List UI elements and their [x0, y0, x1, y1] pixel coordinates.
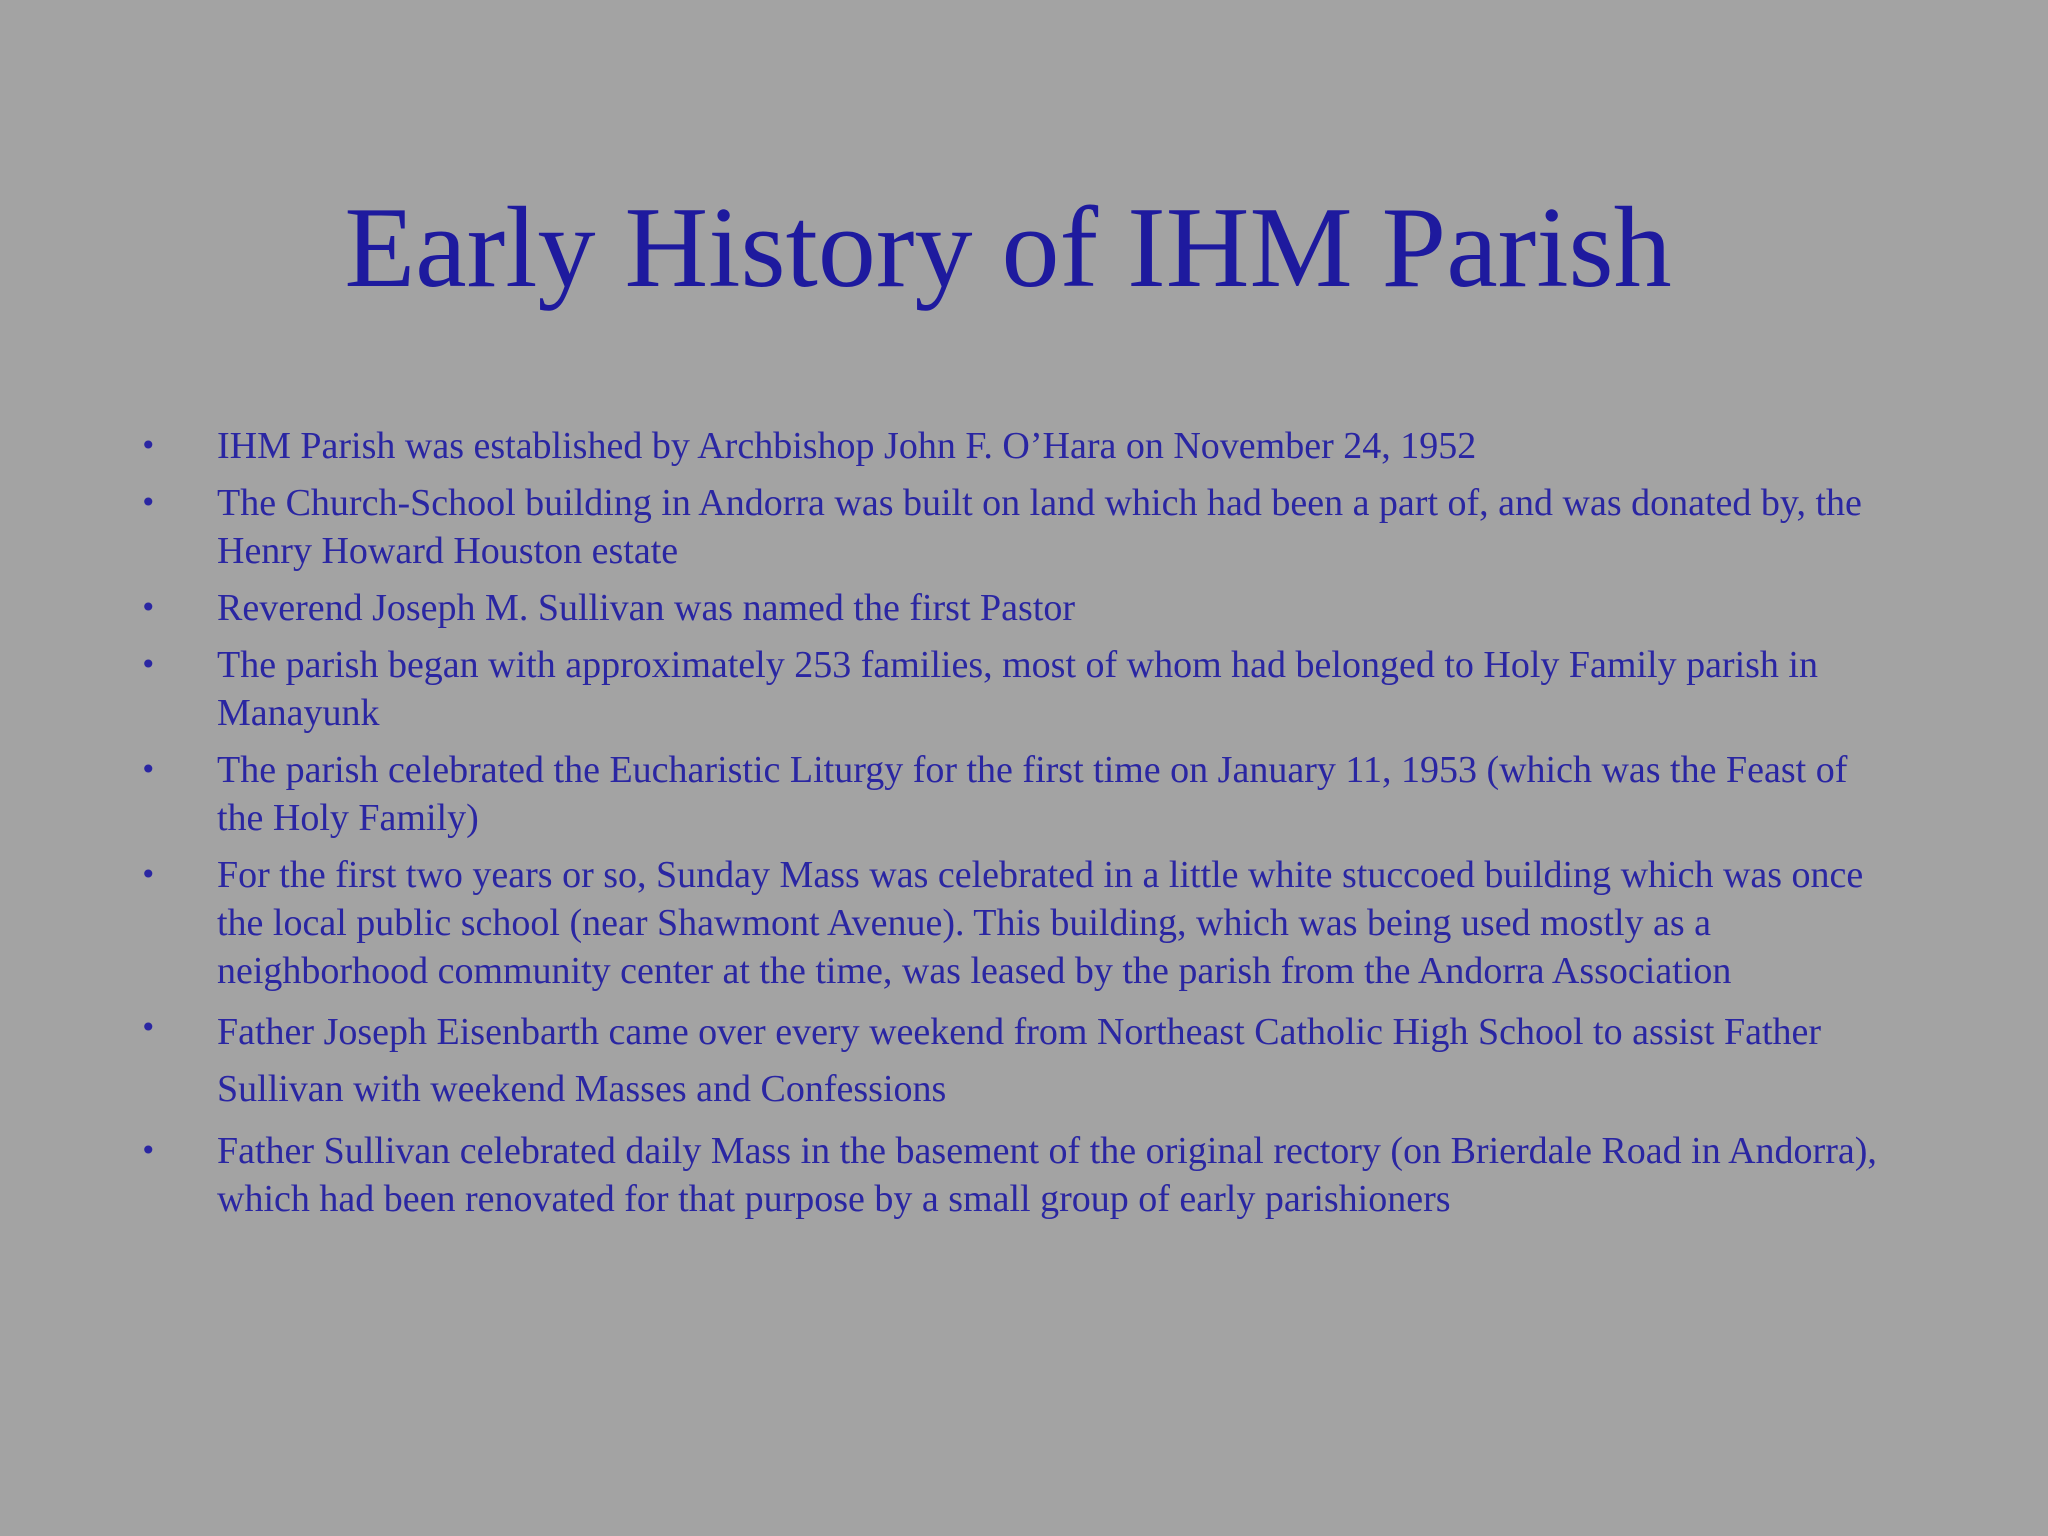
bullet-item-eisenbarth: [140, 1004, 1880, 1118]
bullet-text: The parish began with approximately 253 families, most of whom had belonged to Holy Family parish in Manayunk: [217, 644, 1818, 734]
bullet-item-first-pastor: [140, 584, 1880, 632]
bullet-icon: •: [140, 648, 157, 681]
bullet-icon: •: [140, 858, 157, 891]
bullet-icon: •: [140, 1011, 157, 1044]
bullet-list: [140, 422, 1880, 1232]
bullet-item-church-school: [140, 479, 1880, 575]
bullet-item-sunday-mass: [140, 851, 1880, 995]
bullet-item-families: [140, 641, 1880, 737]
bullet-icon: •: [140, 591, 157, 624]
bullet-text: IHM Parish was established by Archbishop John F. O’Hara on November 24, 1952: [217, 425, 1477, 467]
bullet-icon: •: [140, 429, 157, 462]
bullet-icon: •: [140, 753, 157, 786]
bullet-icon: •: [140, 1134, 157, 1167]
bullet-icon: •: [140, 486, 157, 519]
bullet-text: Father Joseph Eisenbarth came over every weekend from Northeast Catholic High School to assist Father Sullivan with weekend Masses and Confessions: [217, 1011, 1822, 1110]
bullet-item-established: [140, 422, 1880, 470]
bullet-item-daily-mass: [140, 1127, 1880, 1223]
slide-title: Early History of IHM Parish: [344, 184, 1672, 312]
bullet-text: Reverend Joseph M. Sullivan was named the first Pastor: [217, 587, 1076, 629]
bullet-text: The parish celebrated the Eucharistic Liturgy for the first time on January 11, 1953 (which was the Feast of the Holy Family): [217, 749, 1848, 839]
bullet-text: Father Sullivan celebrated daily Mass in the basement of the original rectory (on Brierdale Road in Andorra), which had been renovated for that purpose by a small group of early parishioners: [217, 1130, 1877, 1220]
bullet-text: For the first two years or so, Sunday Mass was celebrated in a little white stuccoed building which was once the local public school (near Shawmont Avenue). This building, which was being used mostly as a neighborhood community center at the time, was leased by the parish from the Andorra Association: [217, 854, 1864, 992]
bullet-text: The Church-School building in Andorra was built on land which had been a part of, and was donated by, the Henry Howard Houston estate: [217, 482, 1862, 572]
bullet-item-first-liturgy: [140, 746, 1880, 842]
